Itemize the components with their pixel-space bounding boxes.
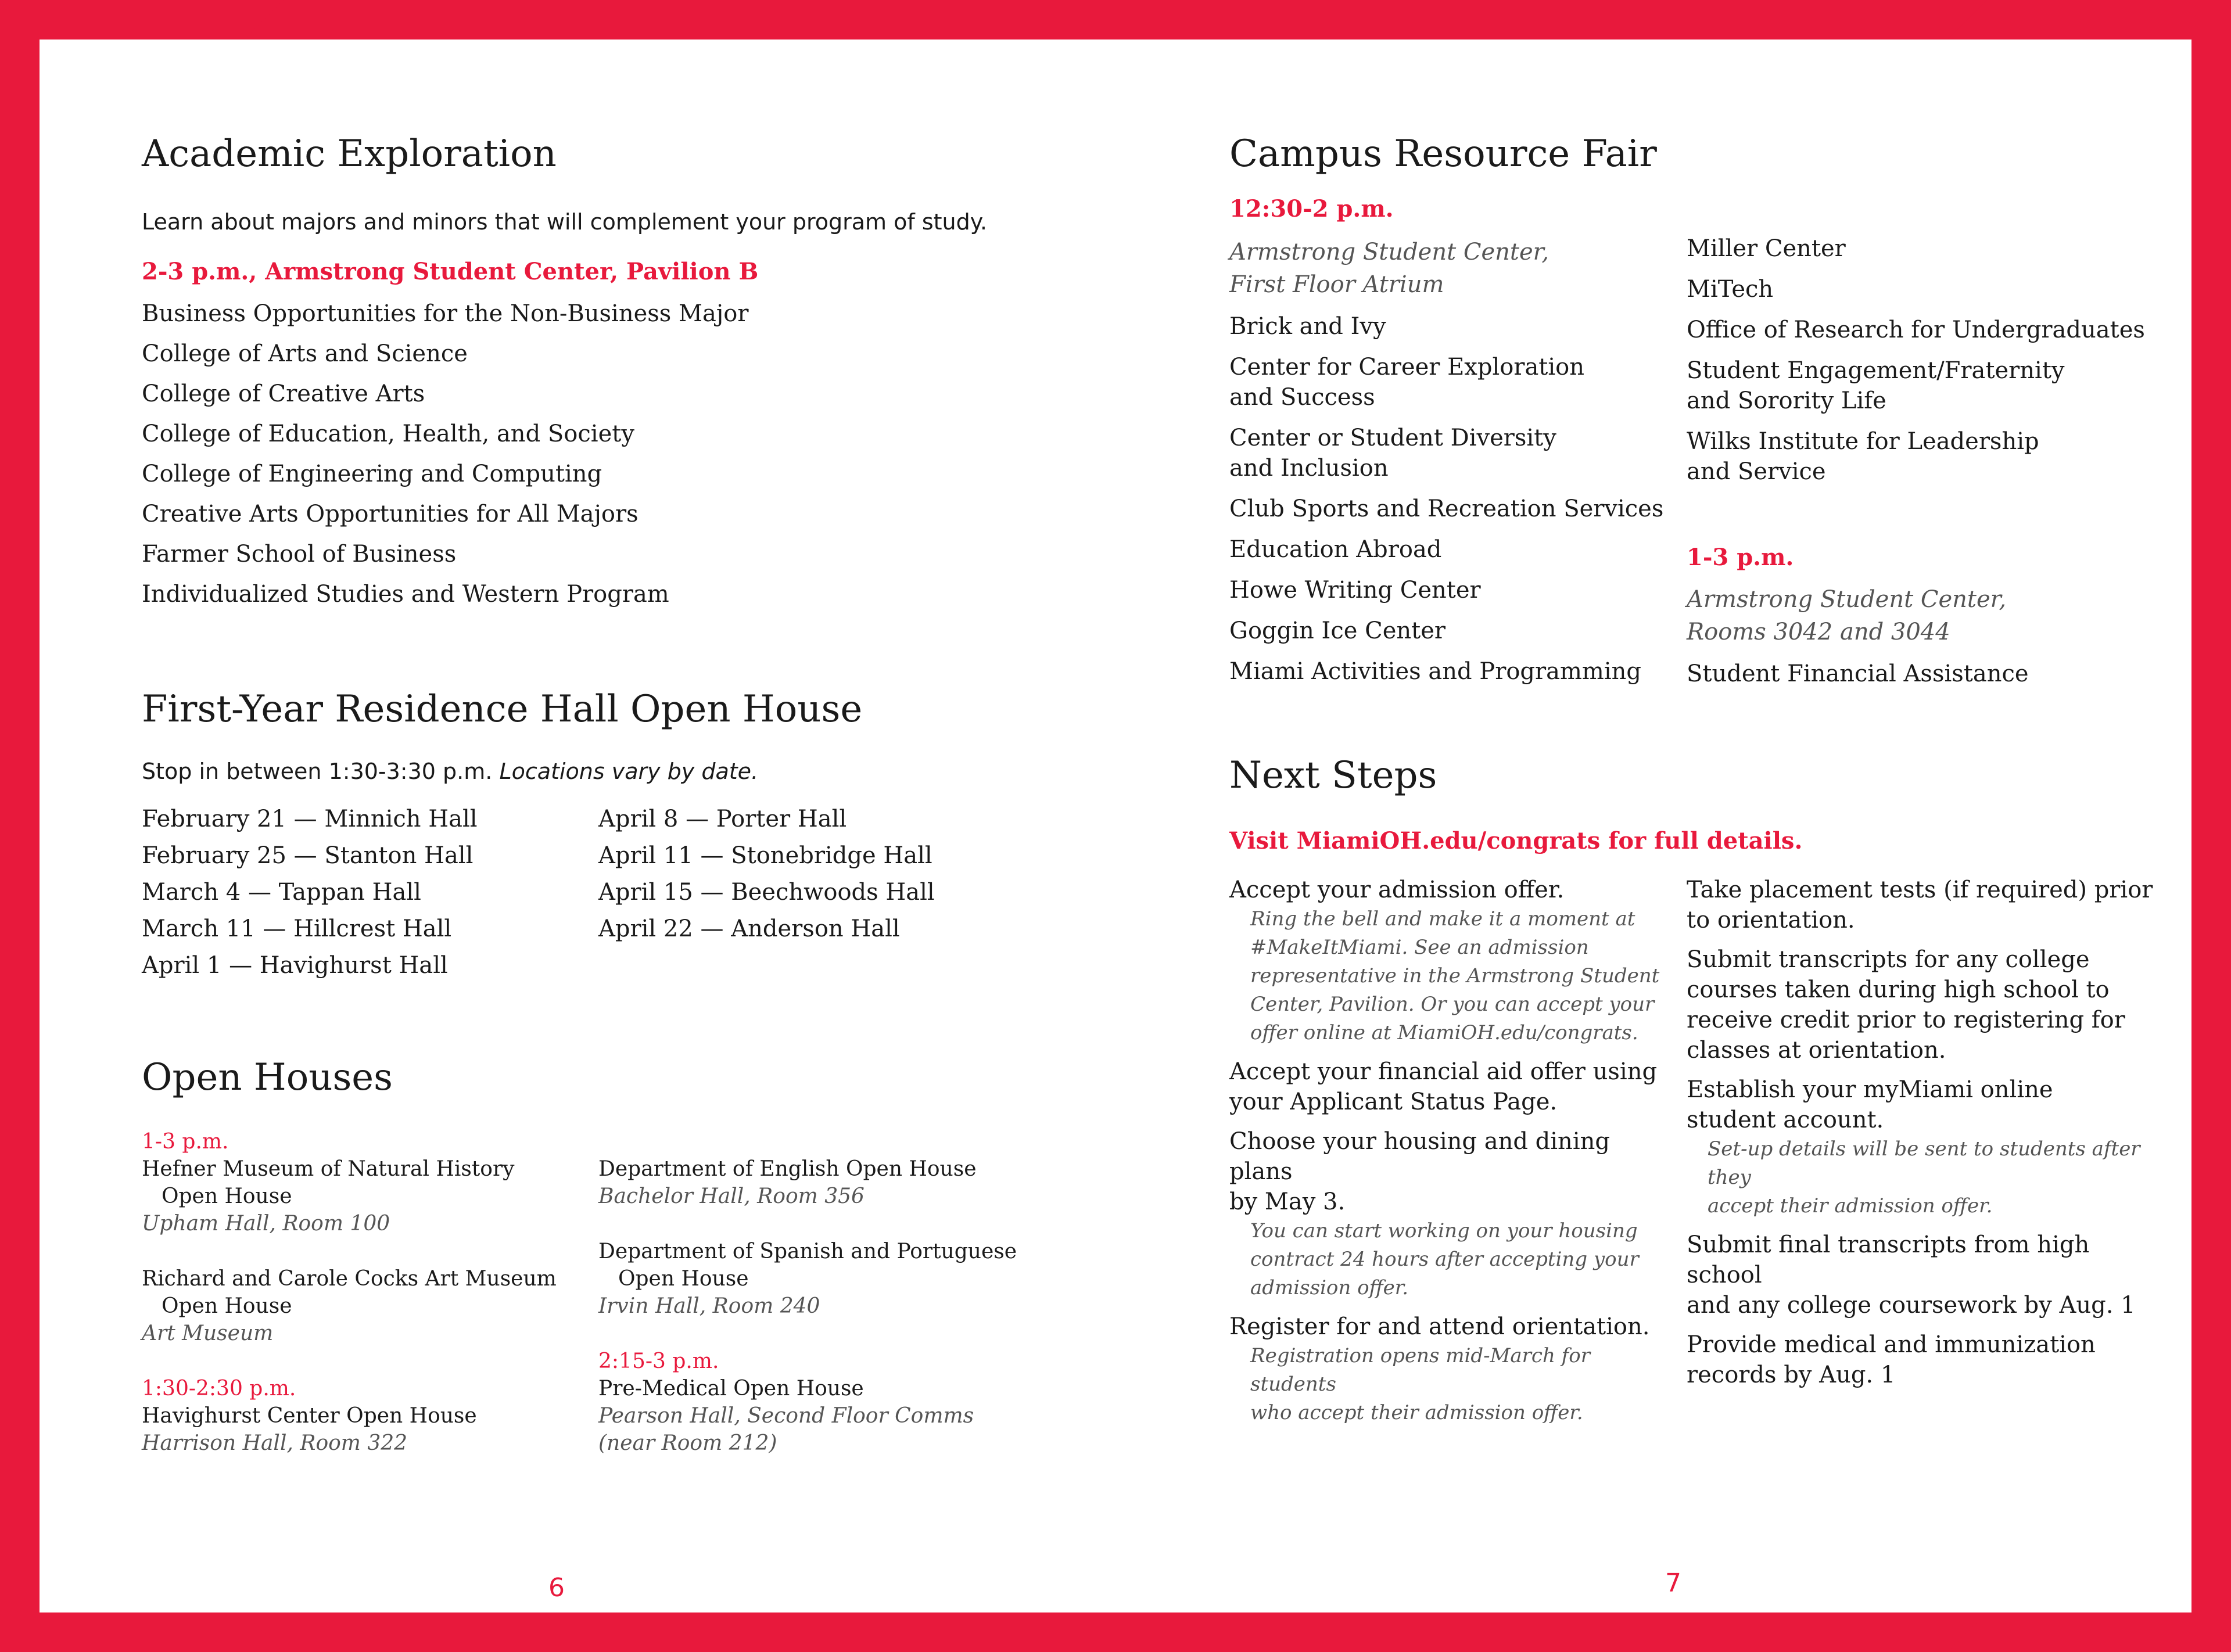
event-location: Bachelor Hall, Room 356: [598, 1184, 865, 1208]
event-name: Department of English Open House: [598, 1157, 977, 1181]
residence-intro: [142, 759, 758, 784]
step-title: Register for and attend orientation.: [1229, 1313, 1650, 1340]
list-item: March 11 — Hillcrest Hall: [142, 915, 452, 942]
event-name: Department of Spanish and Portuguese: [598, 1240, 1017, 1263]
list-item: February 21 — Minnich Hall: [142, 806, 478, 832]
event-name: Pre-Medical Open House: [598, 1377, 864, 1400]
corner-top-right: [1947, 0, 2191, 39]
list-item: Center or Student Diversity and Inclusion: [1229, 425, 1556, 482]
step-note: Registration opens mid-March for students who accept their admission offer.: [1250, 1344, 1590, 1424]
step-item: [1229, 1057, 1671, 1117]
list-item: Club Sports and Recreation Services: [1229, 495, 1664, 522]
list-item: Center for Career Exploration and Success: [1229, 354, 1585, 411]
event-location: Upham Hall, Room 100: [142, 1212, 390, 1236]
academic-intro: Learn about majors and minors that will complement your program of study.: [142, 209, 987, 235]
list-item: Miami Activities and Programming: [1229, 658, 1642, 685]
step-title: Accept your admission offer.: [1229, 877, 1565, 903]
step-item: [1229, 1126, 1671, 1302]
list-item: College of Arts and Science: [142, 340, 468, 367]
location-line: Rooms 3042 and 3044: [1687, 619, 1950, 645]
step-item: [1687, 875, 2163, 935]
step-note: Set-up details will be sent to students after they accept their admission offer.: [1708, 1137, 2140, 1218]
step-title: Take placement tests (if required) prior to orientation.: [1687, 877, 2153, 933]
step-note: You can start working on your housing contract 24 hours after accepting your admission offer.: [1250, 1219, 1639, 1299]
event-location: (near Room 212): [598, 1431, 777, 1455]
step-item: [1687, 944, 2163, 1065]
event-name: Richard and Carole Cocks Art Museum: [142, 1267, 557, 1291]
open-houses-col1: [142, 1128, 557, 1457]
residence-intro-italic: Locations vary by date.: [499, 759, 759, 784]
list-item: Creative Arts Opportunities for All Majors: [142, 501, 639, 527]
step-item: [1687, 1075, 2163, 1220]
fair-title: Campus Resource Fair: [1229, 132, 1657, 175]
list-item: Goggin Ice Center: [1229, 617, 1446, 644]
step-item: [1229, 875, 1671, 1047]
page-number-left: 6: [548, 1573, 565, 1603]
list-item: College of Engineering and Computing: [142, 461, 602, 487]
location-line: Armstrong Student Center,: [1229, 239, 1549, 265]
step-title: Establish your myMiami online student account.: [1687, 1076, 2053, 1133]
fair-col1: [1229, 236, 1671, 697]
list-item: Miller Center: [1687, 235, 1846, 262]
event-name: Hefner Museum of Natural History: [142, 1157, 515, 1181]
list-item: February 25 — Stanton Hall: [142, 842, 474, 869]
list-item: Student Engagement/Fraternity and Sorority Life: [1687, 357, 2065, 414]
list-item: April 1 — Havighurst Hall: [142, 952, 448, 979]
list-item: April 8 — Porter Hall: [598, 806, 847, 832]
residence-title: First-Year Residence Hall Open House: [142, 688, 863, 731]
academic-time-place: 2-3 p.m., Armstrong Student Center, Pavilion B: [142, 258, 759, 285]
open-houses-col2: [598, 1155, 1017, 1457]
list-item: College of Education, Health, and Society: [142, 421, 634, 447]
step-title: Submit transcripts for any college courses taken during high school to receive credit prior to registering for classes at orientation.: [1687, 946, 2125, 1064]
step-note: Ring the bell and make it a moment at #MakeItMiami. See an admission representative in the Armstrong Student Center, Pavilion. Or you can accept your offer online at MiamiOH.edu/congrats.: [1250, 907, 1660, 1044]
step-title: Accept your financial aid offer using your Applicant Status Page.: [1229, 1058, 1658, 1115]
fair-location-2: [1687, 583, 2151, 648]
list-item: March 4 — Tappan Hall: [142, 879, 421, 906]
next-steps-col1: [1229, 875, 1671, 1436]
list-item: Farmer School of Business: [142, 541, 457, 568]
step-title: Submit final transcripts from high school and any college coursework by Aug. 1: [1687, 1231, 2136, 1319]
list-item: Brick and Ivy: [1229, 313, 1386, 340]
event-location: Harrison Hall, Room 322: [142, 1431, 408, 1455]
time-label: 1-3 p.m.: [142, 1130, 229, 1154]
step-item: [1687, 1330, 2163, 1390]
location-line: First Floor Atrium: [1229, 271, 1444, 298]
fair-col2: [1687, 234, 2151, 497]
list-item: April 22 — Anderson Hall: [598, 915, 900, 942]
list-item: Howe Writing Center: [1229, 577, 1481, 604]
step-item: [1229, 1312, 1671, 1427]
fair-col2b: [1687, 583, 2151, 699]
list-item: April 11 — Stonebridge Hall: [598, 842, 932, 869]
corner-top-left: [40, 0, 284, 39]
event-location: Pearson Hall, Second Floor Comms: [598, 1404, 974, 1428]
spacer: [598, 1320, 1017, 1348]
step-title: Choose your housing and dining plans by May 3.: [1229, 1128, 1610, 1215]
location-line: Armstrong Student Center,: [1687, 586, 2007, 613]
page-number-right: 7: [1665, 1568, 1681, 1598]
next-steps-link[interactable]: Visit MiamiOH.edu/congrats for full details.: [1229, 827, 1803, 854]
event-location: Art Museum: [142, 1321, 274, 1345]
next-steps-col2: [1687, 875, 2163, 1399]
list-item: April 15 — Beechwoods Hall: [598, 879, 935, 906]
time-label: 2:15-3 p.m.: [598, 1349, 719, 1373]
spacer: [142, 1347, 557, 1375]
list-item: Student Financial Assistance: [1687, 660, 2029, 687]
step-item: [1687, 1230, 2163, 1320]
time-label: 1:30-2:30 p.m.: [142, 1377, 296, 1400]
fair-time1: 12:30-2 p.m.: [1229, 195, 1394, 222]
spacer: [142, 1237, 557, 1265]
list-item: Wilks Institute for Leadership and Service: [1687, 428, 2039, 485]
spacer: [598, 1210, 1017, 1238]
fair-time2: 1-3 p.m.: [1687, 544, 1794, 571]
list-item: MiTech: [1687, 276, 1774, 303]
corner-bottom-right: [1947, 1613, 2191, 1652]
list-item: Individualized Studies and Western Program: [142, 581, 669, 608]
next-steps-title: Next Steps: [1229, 754, 1437, 797]
fair-location-1: [1229, 236, 1671, 301]
academic-list: [142, 300, 748, 620]
list-item: Business Opportunities for the Non-Business Major: [142, 300, 749, 327]
event-name-cont: Open House: [162, 1184, 292, 1208]
list-item: College of Creative Arts: [142, 380, 425, 407]
residence-intro-text: Stop in between 1:30-3:30 p.m.: [142, 759, 493, 784]
event-name-cont: Open House: [618, 1267, 749, 1291]
list-item: Education Abroad: [1229, 536, 1442, 563]
event-name-cont: Open House: [162, 1294, 292, 1318]
list-item: Office of Research for Undergraduates: [1687, 317, 2145, 343]
corner-bottom-left: [40, 1613, 284, 1652]
event-name: Havighurst Center Open House: [142, 1404, 477, 1428]
residence-col2: [598, 805, 935, 951]
residence-col1: [142, 805, 478, 988]
event-location: Irvin Hall, Room 240: [598, 1294, 820, 1318]
academic-title: Academic Exploration: [142, 132, 557, 175]
step-title: Provide medical and immunization records by Aug. 1: [1687, 1331, 2096, 1388]
open-houses-title: Open Houses: [142, 1056, 393, 1099]
